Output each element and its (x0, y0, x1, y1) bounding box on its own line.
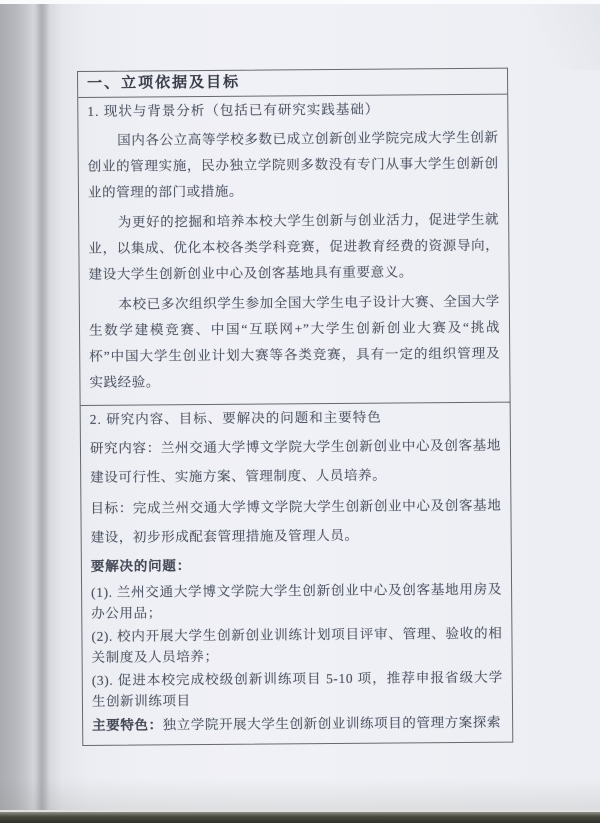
problem-item: (3). 促进本校完成校级创新训练项目 5-10 项，推荐申报省级大学生创新训练项目 (91, 669, 503, 709)
problems-to-solve-label: 要解决的问题： (90, 558, 192, 574)
main-features-line (92, 711, 503, 738)
background-analysis-label: 1. 现状与背景分析（包括已有研究实践基础） (87, 101, 380, 119)
research-content-line (90, 431, 501, 492)
research-content-label: 2. 研究内容、目标、要解决的问题和主要特色 (89, 409, 382, 427)
research-label: 研究内容： (89, 440, 161, 456)
problem-item: (1). 兰州交通大学博文学院大学生创新创业中心及创客基地用房及办公用品； (91, 581, 503, 621)
main-features-text: 独立学院开展大学生创新创业训练项目的管理方案探索 (162, 714, 502, 733)
goal-text: 完成兰州交通大学博文学院大学生创新创业中心及创客基地建设，初步形成配套管理措施及管理人员。 (90, 497, 502, 545)
row-background-analysis (78, 95, 509, 406)
problem-item: (2). 校内开展大学生创新创业训练计划项目评审、管理、验收的相关制度及人员培养； (91, 625, 503, 665)
row-research-content (81, 403, 513, 745)
goal-label: 目标： (90, 500, 134, 516)
background-paragraph: 本校已多次组织学生参加全国大学生电子设计大赛、全国大学生数学建模竞赛、中国“互联网+”大学生创新创业大赛及“挑战杯”中国大学生创业计划大赛等各类竞赛，具有一定的组织管理及实践经验。 (88, 293, 501, 390)
goal-line (90, 491, 501, 552)
paper-fold-crease (36, 0, 50, 812)
research-text: 兰州交通大学博文学院大学生创新创业中心及创客基地建设可行性、实施方案、管理制度、人员培养。 (90, 437, 502, 485)
paper-bottom-shadow (0, 778, 600, 812)
scan-bottom-edge (0, 810, 600, 823)
background-paragraph: 国内各公立高等学校多数已成立创新创业学院完成大学生创新创业的管理实施，民办独立学院则多数没有专门从事大学生创新创业的管理的部门或措施。 (87, 129, 499, 200)
main-features-label: 主要特色： (92, 717, 163, 733)
project-proposal-table (77, 68, 513, 746)
section-header: 一、立项依据及目标 (78, 69, 507, 98)
scan-top-edge (0, 0, 600, 4)
background-paragraph: 为更好的挖掘和培养本校大学生创新与创业活力，促进学生就业，以集成、优化本校各类学科竞赛，促进教育经费的资源导向，建设大学生创新创业中心及创客基地具有重要意义。 (88, 211, 500, 282)
paper-corner-highlight (480, 0, 600, 70)
